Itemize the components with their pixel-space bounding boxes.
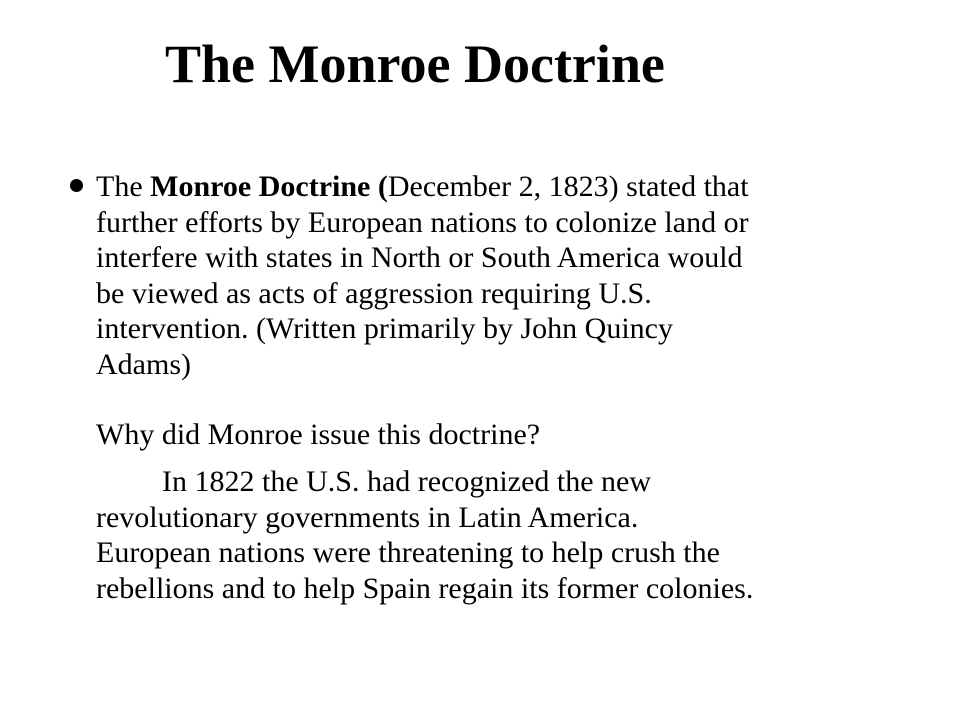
bullet-line-1	[96, 170, 749, 203]
slide-title: The Monroe Doctrine	[165, 34, 665, 94]
question-paragraph	[96, 417, 896, 453]
answer-line-4: rebellions and to help Spain regain its former colonies.	[96, 571, 754, 605]
bullet-paragraph	[96, 169, 896, 382]
answer-paragraph	[96, 464, 896, 606]
answer-line-3: European nations were threatening to help crush the	[96, 536, 720, 569]
bullet-line-2: further efforts by European nations to colonize land or	[96, 205, 749, 239]
question-text: Why did Monroe issue this doctrine?	[96, 418, 541, 451]
bullet-line-3: interfere with states in North or South America would	[96, 241, 743, 274]
bullet-bold-term: Monroe Doctrine	[150, 170, 371, 203]
bullet-lead-text: The	[96, 170, 151, 203]
bullet-dot-icon	[70, 177, 86, 193]
bullet-line-4: be viewed as acts of aggression requiring U.S.	[96, 276, 652, 310]
bullet-date-clause: December 2, 1823) stated that	[387, 170, 749, 203]
bullet-line-5: intervention. (Written primarily by John Quincy	[96, 312, 674, 345]
bullet-bold-paren: (	[370, 170, 388, 203]
bullet-line-6: Adams)	[96, 347, 191, 381]
answer-line-2: revolutionary governments in Latin America.	[96, 500, 639, 534]
answer-line-1: In 1822 the U.S. had recognized the new	[162, 465, 652, 498]
